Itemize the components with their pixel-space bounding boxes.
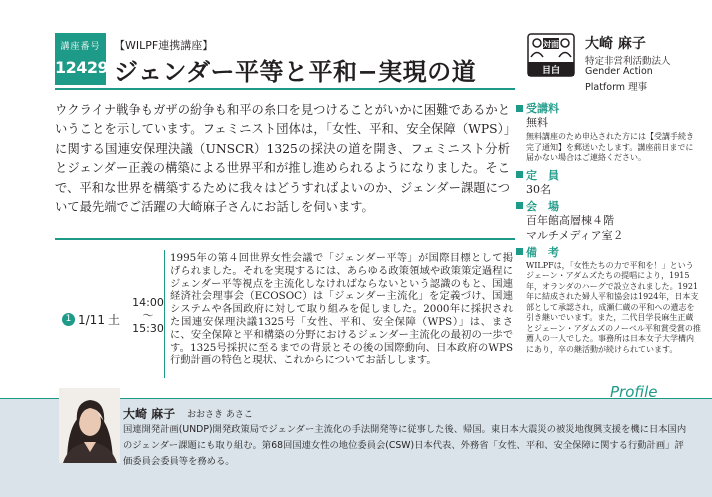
venue-heading: 会 場: [516, 199, 701, 213]
course-description: ウクライナ戦争もガザの紛争も和平の糸口を見つけることがいかに困難であるかということを示しています。フェミニスト団体は，「女性、平和、安全保障（WPS）」に関する国連安保理決議（UNSCR）1325の採決の道を開き、フェミニスト分析とジェンダー正義の構築による世界平和が推し進められるようになりました。そこで、平和な世界を構築するために我々はどうすればよいのか、ジェンダー課題について最先端でご活躍の大崎麻子さんにお話しを伺います。: [55, 103, 510, 215]
course-code: 12429B: [55, 58, 120, 77]
session-weekday: 土: [107, 313, 120, 327]
title-divider: [55, 88, 515, 90]
session-date-value: 1/11: [78, 312, 105, 327]
venue-line-1: 百年館高層棟４階: [526, 213, 614, 227]
instructor-name: 大崎 麻子: [585, 36, 646, 52]
schedule-vertical-rule: [164, 250, 165, 378]
capacity-heading: 定 員: [516, 168, 701, 182]
course-tag: 【WILPF連携講座】: [114, 39, 214, 52]
profile-name: 大崎 麻子: [123, 407, 176, 421]
course-info-sidebar: [516, 101, 701, 355]
session-time: [131, 296, 165, 335]
profile-text: 国連開発計画(UNDP)開発政策局でジェンダー主流化の手法開発等に従事した後、帰国。東日本大震災の被災地復興支援を機に日本国内のジェンダー課題にも取り組む。第68回国連女性の地位委員会(CSW)日本代表、外務省「女性、平和、安全保障に関する行動計画」評価委員会委員等を務める。: [123, 424, 687, 467]
capacity-value: 30名: [526, 182, 551, 196]
fee-value: 無料: [526, 116, 548, 129]
instructor-affiliation-1: 特定非営利活動法人: [585, 56, 671, 67]
icon-top-text: 対面: [543, 40, 559, 49]
session-number: 1: [62, 313, 75, 326]
page-title: ジェンダー平等と平和−実現の道: [114, 57, 477, 86]
icon-bottom-text: 目白: [541, 66, 561, 76]
notes-heading: 備 考: [516, 245, 701, 259]
session-description: 1995年の第４回世界女性会議で「ジェンダー平等」が国際目標として掲げられました。それを実現するには、あらゆる政策領域や政策策定過程にジェンダー平等視点を主流化しなければならないという認識のもと、国連経済社会理事会（ECOSOC）は「ジェンダー主流化」を定義づけ、国連システムや各国政府に対して取り組みを促しました。2000年に採択された国連安保理決議1325号「女性、平和、安全保障（WPS）」は、まさに、安全保障と平和構築の分野におけるジェンダー主流化の最初の一歩です。1325号採択に至るまでの背景とその後の国際動向、日本政府のWPS行動計画の特色と現状、これからについてお話しします。: [170, 252, 513, 367]
notes-text: WILPFは，「女性たちの力で平和を！」というジェーン・アダムズたちの提唱により，1915年，オランダのハーグで設立されました。1921年に結成された婦人平和協会は1924年，日本支部として承認され，成瀬仁蔵の平和への遺志を引き継いでいます。また，二代目学長麻生正蔵とジェーン・アダムズのノーベル平和賞受賞の推薦人の一人でした。事務所は日本女子大学構内にあり，卒の継活動が続けられています。: [526, 260, 701, 354]
time-separator: 〜: [142, 309, 154, 322]
course-code-label: 講座番号: [60, 42, 101, 52]
time-end: 15:30: [132, 322, 164, 335]
instructor-photo: [59, 388, 120, 463]
instructor-affiliation-3: Platform 理事: [585, 82, 648, 93]
instructor-affiliation-2: Gender Action: [585, 66, 653, 77]
time-start: 14:00: [132, 296, 164, 309]
venue-line-2: マルチメディア室２: [526, 228, 624, 242]
session-date: [62, 311, 120, 328]
course-code-badge: [55, 33, 120, 85]
schedule-divider: [55, 238, 515, 240]
fee-heading: 受講料: [516, 101, 701, 115]
fee-note: 無料講座のため申込された方には【受講手続き完了通知】を郵送いたします。講座前日までに届かない場合はご連絡ください。: [526, 132, 694, 162]
profile-heading: Profile: [610, 383, 658, 401]
in-person-mejiro-icon: [527, 33, 575, 77]
profile-kana: おおさき あさこ: [187, 410, 253, 420]
